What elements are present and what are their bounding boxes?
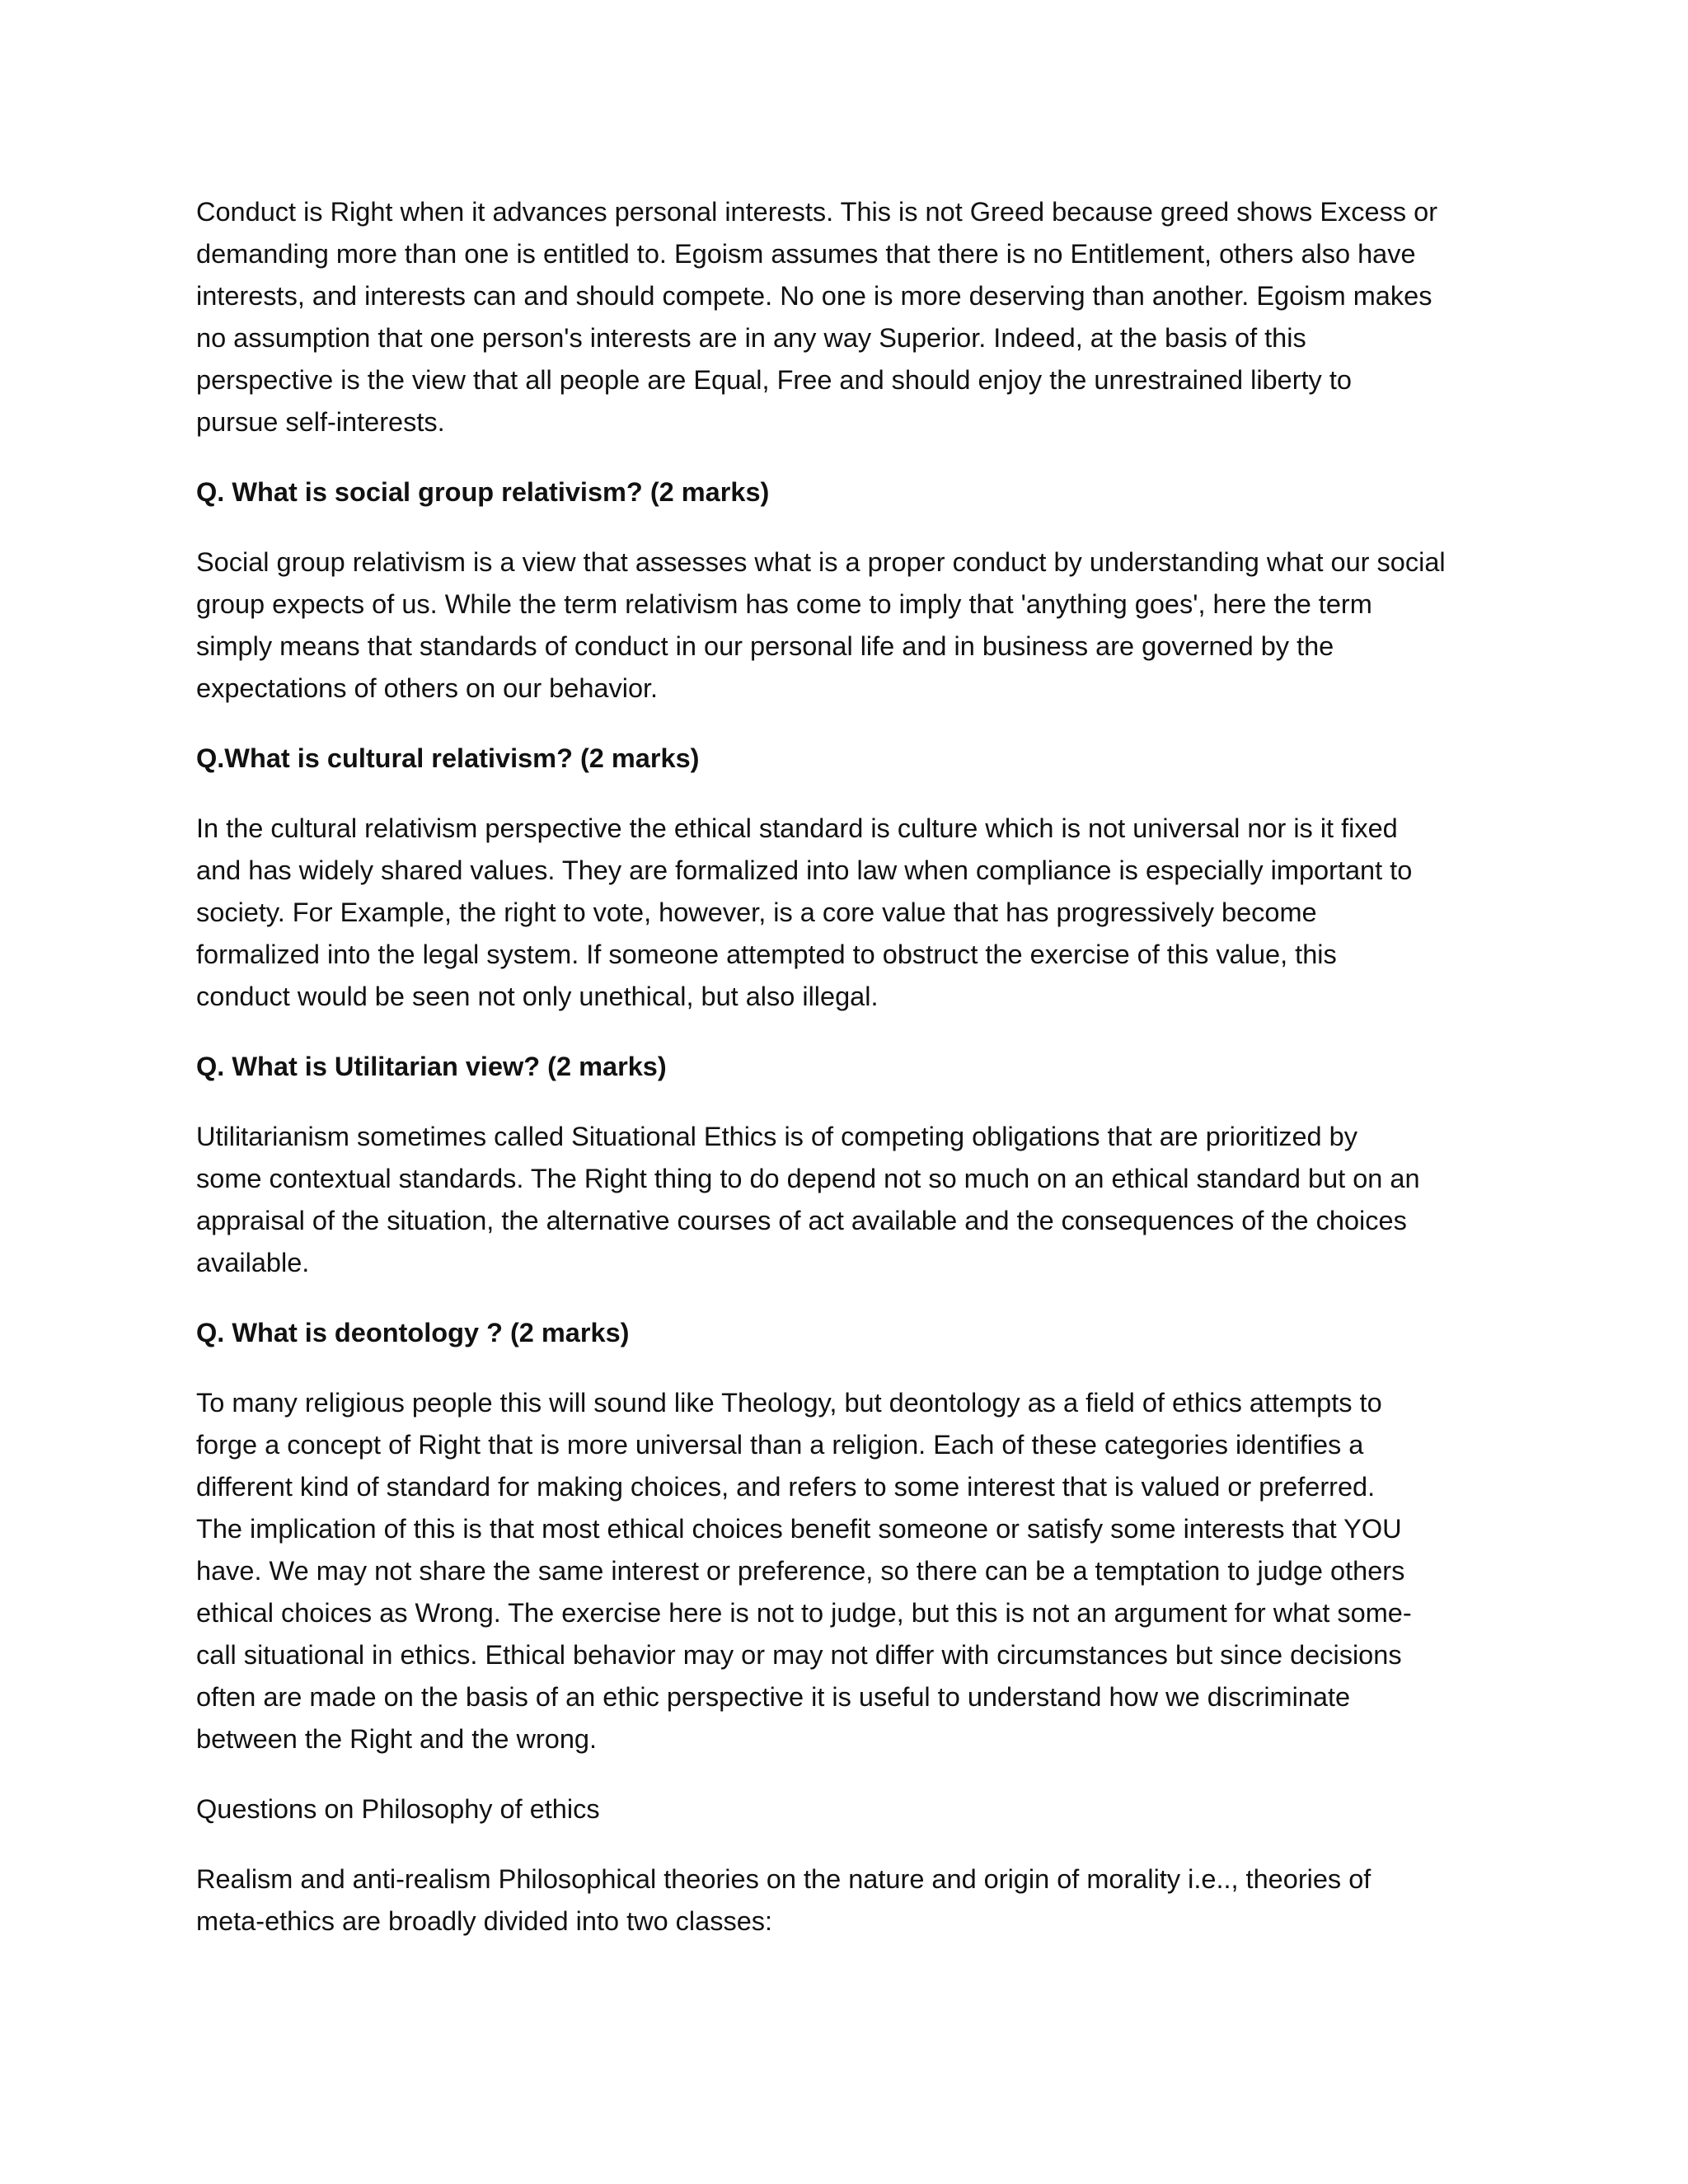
- deontology-heading: [196, 1312, 1515, 1354]
- heading-text: Q. What is social group relativism? (2 marks): [196, 477, 770, 507]
- text-line: appraisal of the situation, the alternative courses of act available and the consequences of the choices: [196, 1206, 1407, 1235]
- text-line: have. We may not share the same interest or preference, so there can be a temptation to judge others: [196, 1556, 1405, 1586]
- text-line: often are made on the basis of an ethic perspective it is useful to understand how we discriminate: [196, 1682, 1351, 1712]
- text-line: and has widely shared values. They are formalized into law when compliance is especially important to: [196, 855, 1413, 885]
- text-line: The implication of this is that most ethical choices benefit someone or satisfy some interests that YOU: [196, 1514, 1402, 1544]
- text-line: ethical choices as Wrong. The exercise here is not to judge, but this is not an argument for what some-: [196, 1598, 1412, 1628]
- text-line: meta-ethics are broadly divided into two classes:: [196, 1906, 773, 1936]
- utilitarian-view-paragraph: [196, 1116, 1515, 1284]
- utilitarian-view-heading: [196, 1046, 1515, 1088]
- text-line: formalized into the legal system. If someone attempted to obstruct the exercise of this value, this: [196, 940, 1337, 969]
- text-line: Realism and anti-realism Philosophical theories on the nature and origin of morality i.e.., theories of: [196, 1864, 1372, 1894]
- text-line: In the cultural relativism perspective the ethical standard is culture which is not universal nor is it fixed: [196, 813, 1398, 843]
- text-line: Conduct is Right when it advances personal interests. This is not Greed because greed shows Excess or: [196, 197, 1438, 227]
- cultural-relativism-paragraph: [196, 808, 1515, 1018]
- document-page: [196, 191, 1515, 1971]
- text-line: To many religious people this will sound like Theology, but deontology as a field of ethics attempts to: [196, 1388, 1382, 1418]
- text-line: no assumption that one person's interests are in any way Superior. Indeed, at the basis of this: [196, 323, 1306, 353]
- text-line: demanding more than one is entitled to. Egoism assumes that there is no Entitlement, others also have: [196, 239, 1416, 269]
- text-line: pursue self-interests.: [196, 407, 445, 437]
- cultural-relativism-heading: [196, 738, 1515, 780]
- text-line: simply means that standards of conduct in our personal life and in business are governed by the: [196, 631, 1334, 661]
- text-line: Social group relativism is a view that assesses what is a proper conduct by understanding what our social: [196, 547, 1446, 577]
- deontology-paragraph: [196, 1382, 1515, 1760]
- heading-text: Q.What is cultural relativism? (2 marks): [196, 743, 700, 773]
- text-line: different kind of standard for making choices, and refers to some interest that is valued or preferred.: [196, 1472, 1376, 1502]
- text-line: expectations of others on our behavior.: [196, 673, 659, 703]
- philosophy-of-ethics-subtitle: [196, 1788, 1515, 1830]
- text-line: Questions on Philosophy of ethics: [196, 1794, 600, 1824]
- text-line: forge a concept of Right that is more universal than a religion. Each of these categories identifies a: [196, 1430, 1364, 1460]
- text-line: between the Right and the wrong.: [196, 1724, 598, 1754]
- heading-text: Q. What is Utilitarian view? (2 marks): [196, 1052, 667, 1081]
- text-line: available.: [196, 1248, 310, 1277]
- text-line: call situational in ethics. Ethical behavior may or may not differ with circumstances but since decisions: [196, 1640, 1402, 1670]
- text-line: some contextual standards. The Right thing to do depend not so much on an ethical standard but on an: [196, 1164, 1420, 1193]
- text-line: perspective is the view that all people are Equal, Free and should enjoy the unrestrained liberty to: [196, 365, 1352, 395]
- social-group-relativism-heading: [196, 471, 1515, 513]
- text-line: conduct would be seen not only unethical, but also illegal.: [196, 982, 879, 1011]
- egoism-paragraph: [196, 191, 1515, 443]
- text-line: society. For Example, the right to vote, however, is a core value that has progressively become: [196, 898, 1317, 927]
- text-line: Utilitarianism sometimes called Situational Ethics is of competing obligations that are prioritized by: [196, 1122, 1357, 1151]
- realism-paragraph: [196, 1858, 1515, 1943]
- text-line: group expects of us. While the term relativism has come to imply that 'anything goes', here the term: [196, 589, 1372, 619]
- heading-text: Q. What is deontology ? (2 marks): [196, 1318, 630, 1347]
- social-group-relativism-paragraph: [196, 541, 1515, 710]
- text-line: interests, and interests can and should compete. No one is more deserving than another. Egoism makes: [196, 281, 1432, 311]
